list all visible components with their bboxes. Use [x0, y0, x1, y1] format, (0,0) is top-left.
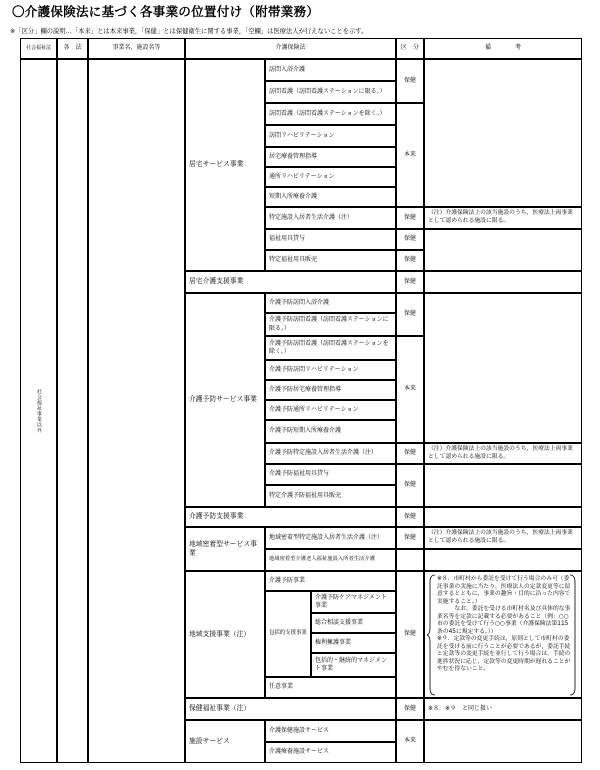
header-each-law: 各 法 — [57, 38, 88, 59]
group-kyotaku-service: 居宅サービス事業 — [185, 59, 265, 271]
category-k8: 保健 — [396, 207, 424, 229]
item-y2: 介護予防訪問看護（訪問看護ステーションに限る。） — [265, 313, 396, 336]
remarks-chiiki-text: ※８．市町村から委託を受けて行う場合のみ可（委託事業の実施に当たり，医療法人の定款変更等に留意するとともに，事業の趣旨・目的に沿った内容で実施すること。） なお，委託を受ける市町村名及び具体的な事業名等を定款に記載する必要があること（例：○○市の委託を受けて行う○○事業（介護保険法第115条の45に規定する。）） ※９．定款等の変更手続は，原則として市町村の委託を受ける前に行うことが必要であるが，委託手続と定款等の変更手続を並行して行う場合は，手続の進捗状況に応じ，定款等の変更時期が遅れることがやむを得ないこと。 — [437, 576, 571, 673]
group-shisetsu: 施設サービス — [185, 720, 265, 763]
item-k1: 訪問入浴介護 — [265, 59, 396, 81]
item-y8: 介護予防特定施設入居者生活介護（注） — [265, 443, 396, 464]
category-hoken-fukushi: 保健 — [396, 698, 424, 720]
item-f2: 介護療養施設サービス — [265, 742, 396, 763]
category-k3-k7: 本来 — [396, 103, 424, 207]
item-y4: 介護予防訪問リハビリテーション — [265, 360, 396, 380]
item-k7: 短期入所療養介護 — [265, 187, 396, 207]
header-category: 区 分 — [396, 38, 424, 59]
remarks-brace-right — [568, 574, 578, 696]
category-c1: 保健 — [396, 527, 424, 549]
item-k8: 特定施設入居者生活介護（注） — [265, 207, 396, 229]
category-y1-y2: 保健 — [396, 293, 424, 336]
item-s3: 総合相談支援事業 — [311, 613, 396, 633]
remarks-c2 — [424, 549, 582, 571]
category-note: ※「区分」欄の説明…「本来」とは本来事業，「保健」とは保健衛生に関する事業，「空欄」は医療法人が行えないことを示す。 — [10, 28, 368, 35]
group-hoken-fukushi: 保健福祉事業（注） — [185, 698, 396, 720]
item-s4: 権利擁護事業 — [311, 633, 396, 653]
welfare-law-cell: 社会福祉事業以外 — [20, 59, 57, 763]
remarks-y8: （注）介護保険法上の該当施設のうち，医療法上両事業として認められる施設に限る。 — [424, 443, 582, 464]
category-k1-k2: 保健 — [396, 59, 424, 103]
item-f1: 介護保健施設サービス — [265, 720, 396, 742]
category-y8: 保健 — [396, 443, 424, 464]
group-chiiki-shien: 地域支援事業（注） — [185, 571, 265, 698]
category-k9: 保健 — [396, 229, 424, 250]
item-k6: 通所リハビリテーション — [265, 167, 396, 187]
item-c2: 地域密着型介護老人福祉施設入所者生活介護 — [265, 549, 396, 571]
remarks-yobo-shien — [424, 507, 582, 527]
page-title: 〇介護保険法に基づく各事業の位置付け（附帯業務） — [12, 4, 320, 19]
remarks-y9-y10 — [424, 464, 582, 507]
group-kyotaku-shien: 居宅介護支援事業 — [185, 271, 396, 293]
item-y5: 介護予防居宅療養管理指導 — [265, 380, 396, 400]
remarks-y1-y7 — [424, 293, 582, 443]
item-k5: 居宅療養管理指導 — [265, 147, 396, 167]
business-name-cell — [88, 59, 185, 763]
category-y9-y10: 保健 — [396, 464, 424, 507]
remarks-k8: （注）介護保険法上の該当施設のうち，医療法上両事業として認められる施設に限る。 — [424, 207, 582, 229]
remarks-brace-left — [427, 574, 437, 696]
group-yobo-service: 介護予防サービス事業 — [185, 293, 265, 507]
item-s2: 介護予防ケアマネジメント事業 — [311, 591, 396, 613]
group-hokatsu: 包括的支援事業 — [265, 591, 311, 677]
header-care-law: 介護保険法 — [185, 38, 396, 59]
item-k3: 訪問看護（訪問看護ステーションを除く。） — [265, 103, 396, 125]
category-y3-y7: 本来 — [396, 336, 424, 443]
item-k4: 訪問リハビリテーション — [265, 125, 396, 147]
item-s5: 包括的・継続的マネジメント事業 — [311, 653, 396, 677]
category-k10: 保健 — [396, 250, 424, 271]
item-y3: 介護予防訪問看護（訪問看護ステーションを除く。） — [265, 336, 396, 360]
remarks-c1: （注）介護保険法上の該当施設のうち，医療法上両事業として認められる施設に限る。 — [424, 527, 582, 549]
item-y10: 特定介護予防福祉用具販売 — [265, 485, 396, 507]
header-remarks: 備 考 — [424, 38, 582, 59]
remarks-kyotaku-shien — [424, 271, 582, 293]
item-y6: 介護予防通所リハビリテーション — [265, 400, 396, 420]
group-yobo-shien: 介護予防支援事業 — [185, 507, 396, 527]
remarks-shisetsu — [424, 720, 582, 763]
category-c2 — [396, 549, 424, 571]
item-k9: 福祉用具貸与 — [265, 229, 396, 250]
item-y7: 介護予防短期入所療養介護 — [265, 420, 396, 443]
item-k2: 訪問看護（訪問看護ステーションに限る。） — [265, 81, 396, 103]
group-chiiki-service: 地域密着型サービス事業 — [185, 527, 265, 571]
item-s1: 介護予防事業 — [265, 571, 396, 591]
each-law-cell — [57, 59, 88, 763]
header-business-name: 事業名，施設名等 — [88, 38, 185, 59]
item-c1: 地域密着型特定施設入居者生活介護（注） — [265, 527, 396, 549]
item-k10: 特定福祉用具販売 — [265, 250, 396, 271]
category-shisetsu: 本来 — [396, 720, 424, 763]
category-yobo-shien: 保健 — [396, 507, 424, 527]
category-kyotaku-shien: 保健 — [396, 271, 424, 293]
header-welfare-law: 社会福祉法 — [20, 38, 57, 59]
item-y1: 介護予防訪問入浴介護 — [265, 293, 396, 313]
remarks-chiiki-shien — [424, 571, 582, 698]
remarks-k9-k10 — [424, 229, 582, 271]
category-chiiki-shien: 保健 — [396, 571, 424, 698]
item-y9: 介護予防福祉用具貸与 — [265, 464, 396, 485]
remarks-hoken-fukushi: ※８．※９ と同じ扱い — [424, 698, 582, 720]
item-s6: 任意事業 — [265, 677, 396, 698]
remarks-k1-k7 — [424, 59, 582, 207]
